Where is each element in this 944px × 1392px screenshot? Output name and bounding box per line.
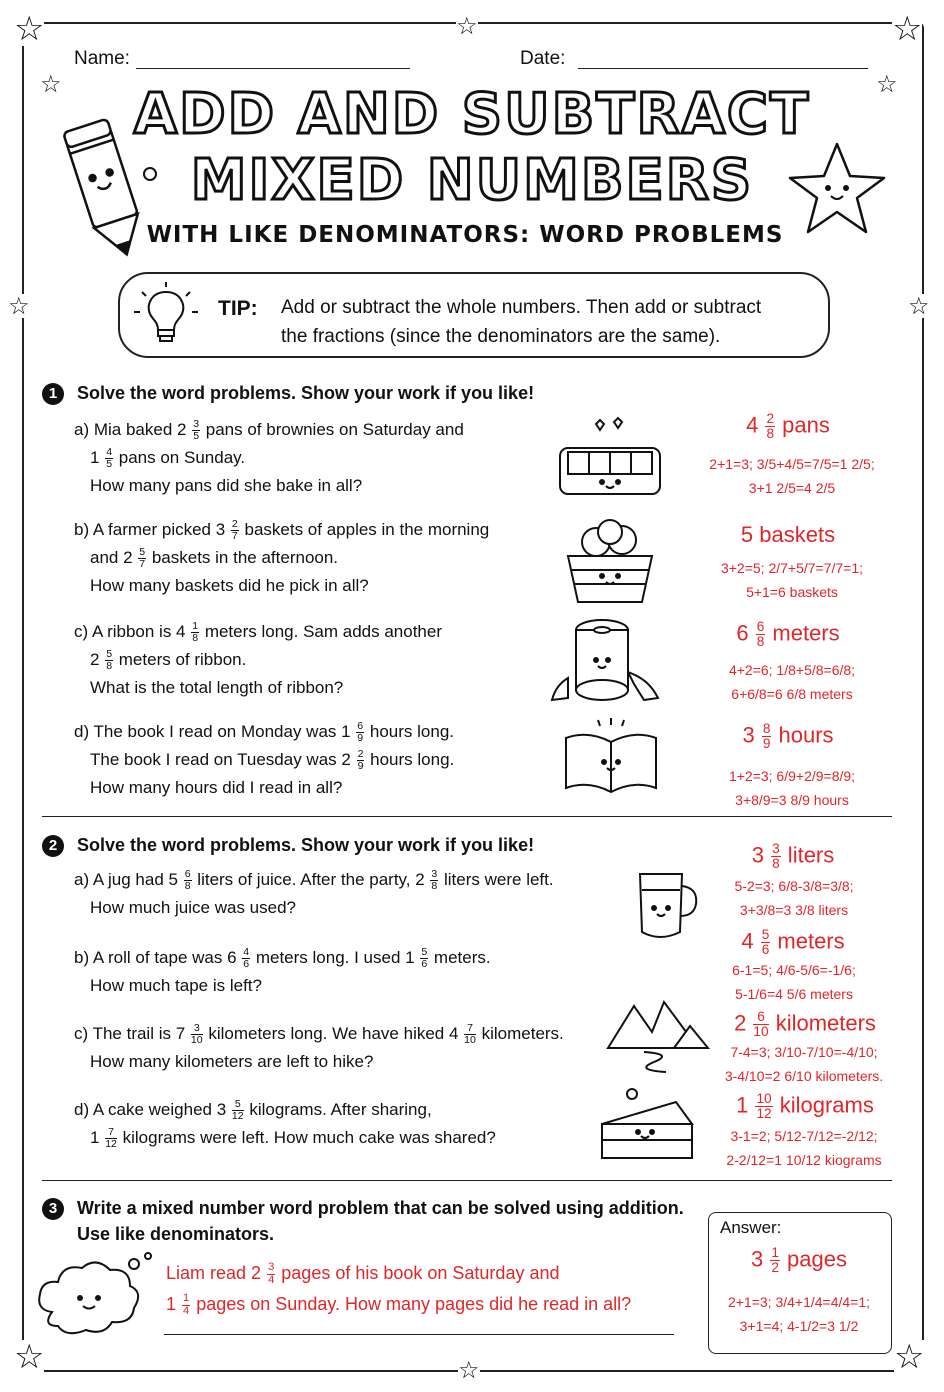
section-number-1: 1 bbox=[42, 383, 64, 405]
page-title-line1: ADD AND SUBTRACT bbox=[133, 82, 811, 147]
s1-c-answer: 6 $\frac{6}{8}$ meters bbox=[736, 619, 840, 650]
s2-c-answer: 2 $\frac{6}{10}$ kilometers bbox=[734, 1009, 876, 1040]
fraction: $\frac{1}{4}$ bbox=[183, 1292, 190, 1317]
s2-problem-a bbox=[74, 866, 554, 922]
section-divider bbox=[42, 1180, 892, 1181]
section-number-3: 3 bbox=[42, 1198, 64, 1220]
problem-line: How much tape is left? bbox=[90, 976, 262, 995]
fraction: $\frac{6}{8}$ bbox=[756, 619, 765, 650]
pencil-mascot-icon bbox=[52, 112, 162, 262]
work-line: 5+1=6 baskets bbox=[746, 584, 838, 600]
s1-problem-a bbox=[74, 416, 464, 500]
juice-jug-icon bbox=[630, 862, 702, 942]
problem-line: 1 $\frac{4}{5}$ pans on Sunday. bbox=[90, 445, 246, 471]
s1-c-work bbox=[692, 658, 892, 706]
fraction: $\frac{3}{10}$ bbox=[190, 1021, 203, 1047]
work-line: 3+1=4; 4-1/2=3 1/2 bbox=[739, 1318, 859, 1334]
work-line: 3-1=2; 5/12-7/12=-2/12; bbox=[730, 1128, 878, 1144]
fraction: $\frac{10}{12}$ bbox=[756, 1091, 772, 1122]
name-label: Name: bbox=[74, 48, 130, 69]
fraction: $\frac{3}{8}$ bbox=[431, 867, 438, 893]
work-line: 5-1/6=4 5/6 meters bbox=[735, 986, 853, 1002]
s2-a-answer: 3 $\frac{3}{8}$ liters bbox=[751, 841, 835, 872]
star-icon: ☆ bbox=[14, 1337, 45, 1377]
section-divider bbox=[42, 816, 892, 817]
star-icon: ☆ bbox=[40, 70, 62, 98]
section-3-heading-1: Write a mixed number word problem that can be solved using addition. bbox=[77, 1198, 684, 1218]
star-icon: ☆ bbox=[14, 9, 45, 49]
fraction: $\frac{6}{9}$ bbox=[357, 719, 364, 745]
fraction: $\frac{7}{10}$ bbox=[464, 1021, 476, 1047]
s2-b-work bbox=[704, 958, 884, 1006]
work-line: 5-2=3; 6/8-3/8=3/8; bbox=[734, 878, 854, 894]
apple-basket-icon bbox=[560, 514, 660, 610]
tip-line-2: the fractions (since the denominators are the same). bbox=[281, 326, 721, 347]
brownie-pan-icon bbox=[556, 414, 664, 500]
s1-d-answer: 3 $\frac{8}{9}$ hours bbox=[742, 721, 834, 752]
s2-a-work bbox=[704, 874, 884, 922]
problem-line: How many pans did she bake in all? bbox=[90, 476, 363, 495]
problem-line: 2 $\frac{5}{8}$ meters of ribbon. bbox=[90, 647, 247, 673]
fraction: $\frac{4}{6}$ bbox=[243, 945, 250, 971]
writing-line[interactable] bbox=[164, 1334, 674, 1335]
s2-c-work bbox=[714, 1040, 894, 1088]
problem-line: and 2 $\frac{5}{7}$ baskets in the afternoon. bbox=[90, 545, 339, 571]
fraction: $\frac{2}{8}$ bbox=[766, 411, 775, 442]
section-number-2: 2 bbox=[42, 835, 64, 857]
work-line: 3-4/10=2 6/10 kilometers. bbox=[724, 1068, 884, 1084]
problem-line: The book I read on Tuesday was 2 $\frac{2}{9}$ hours long. bbox=[90, 747, 455, 773]
tip-line-1: Add or subtract the whole numbers. Then add or subtract bbox=[281, 297, 762, 318]
work-line: 2+1=3; 3/5+4/5=7/5=1 2/5; bbox=[709, 456, 875, 472]
fraction: $\frac{2}{7}$ bbox=[231, 517, 238, 543]
problem-line: How much juice was used? bbox=[90, 898, 296, 917]
tip-text bbox=[281, 293, 761, 351]
problem-line: d) The book I read on Monday was 1 $\frac{6}{9}$ hours long. bbox=[74, 719, 454, 745]
open-book-icon bbox=[560, 716, 662, 796]
work-line: 7-4=3; 3/10-7/10=-4/10; bbox=[730, 1044, 878, 1060]
work-line: 2+1=3; 3/4+1/4=4/4=1; bbox=[727, 1294, 871, 1310]
tip-label: TIP: bbox=[218, 297, 258, 320]
lightbulb-icon bbox=[134, 282, 198, 348]
s1-problem-d bbox=[74, 718, 454, 802]
star-icon: ☆ bbox=[892, 9, 923, 49]
fraction: $\frac{5}{12}$ bbox=[231, 1097, 244, 1123]
problem-line: 1 $\frac{7}{12}$ kilograms were left. How much cake was shared? bbox=[90, 1125, 496, 1151]
problem-line: a) Mia baked 2 $\frac{3}{5}$ pans of brownies on Saturday and bbox=[74, 417, 464, 443]
example-line-2: 1 $\frac{1}{4}$ pages on Sunday. How many pages did he read in all? bbox=[166, 1292, 632, 1317]
problem-line: b) A farmer picked 3 $\frac{2}{7}$ baskets of apples in the morning bbox=[74, 517, 490, 543]
fraction: $\frac{4}{5}$ bbox=[106, 445, 113, 471]
problem-line: How many kilometers are left to hike? bbox=[90, 1052, 374, 1071]
section-2-heading: Solve the word problems. Show your work if you like! bbox=[77, 835, 535, 855]
s1-problem-c bbox=[74, 618, 442, 702]
fraction: $\frac{3}{5}$ bbox=[193, 417, 200, 443]
cake-slice-icon bbox=[598, 1084, 698, 1164]
fraction: $\frac{8}{9}$ bbox=[762, 721, 771, 752]
s2-d-answer: 1 $\frac{10}{12}$ kilograms bbox=[736, 1091, 874, 1122]
s1-b-answer: 5 baskets bbox=[740, 522, 836, 547]
problem-line: c) A ribbon is 4 $\frac{1}{8}$ meters long. Sam adds another bbox=[74, 619, 443, 645]
s1-d-work bbox=[692, 764, 892, 812]
work-line: 1+2=3; 6/9+2/9=8/9; bbox=[728, 768, 856, 784]
problem-line: c) The trail is 7 $\frac{3}{10}$ kilometers long. We have hiked 4 $\frac{7}{10}$ kilometers. bbox=[74, 1021, 564, 1047]
s1-problem-b bbox=[74, 516, 489, 600]
fraction: $\frac{6}{8}$ bbox=[184, 867, 191, 893]
s2-problem-b bbox=[74, 944, 491, 1000]
page-subtitle: WITH LIKE DENOMINATORS: WORD PROBLEMS bbox=[146, 222, 784, 248]
name-field[interactable] bbox=[136, 68, 410, 69]
star-icon: ☆ bbox=[908, 292, 930, 320]
fraction: $\frac{5}{6}$ bbox=[421, 945, 428, 971]
s1-a-work bbox=[692, 452, 892, 500]
star-icon: ☆ bbox=[456, 12, 478, 40]
problem-line: b) A roll of tape was 6 $\frac{4}{6}$ meters long. I used 1 $\frac{5}{6}$ meters. bbox=[74, 945, 491, 971]
star-mascot-icon bbox=[782, 138, 892, 238]
problem-line: How many baskets did he pick in all? bbox=[90, 576, 369, 595]
star-icon: ☆ bbox=[458, 1356, 480, 1384]
problem-line: d) A cake weighed 3 $\frac{5}{12}$ kilograms. After sharing, bbox=[74, 1097, 432, 1123]
section-1-heading: Solve the word problems. Show your work if you like! bbox=[77, 383, 535, 403]
fraction: $\frac{5}{6}$ bbox=[761, 927, 770, 958]
work-line: 3+3/8=3 3/8 liters bbox=[739, 902, 849, 918]
fraction: $\frac{3}{4}$ bbox=[268, 1261, 275, 1286]
fraction: $\frac{6}{10}$ bbox=[753, 1009, 769, 1040]
ribbon-spool-icon bbox=[548, 616, 664, 706]
s1-b-work bbox=[692, 556, 892, 604]
s2-problem-d bbox=[74, 1096, 496, 1152]
star-icon: ☆ bbox=[894, 1337, 925, 1377]
s2-b-answer: 4 $\frac{5}{6}$ meters bbox=[741, 927, 845, 958]
work-line: 6+6/8=6 6/8 meters bbox=[731, 686, 853, 702]
problem-line: How many hours did I read in all? bbox=[90, 778, 343, 797]
fraction: $\frac{5}{7}$ bbox=[139, 545, 146, 571]
mountain-trail-icon bbox=[604, 992, 714, 1076]
problem-line: What is the total length of ribbon? bbox=[90, 678, 344, 697]
fraction: $\frac{5}{8}$ bbox=[106, 647, 113, 673]
s2-d-work bbox=[714, 1124, 894, 1172]
page-title-line2: MIXED NUMBERS bbox=[190, 148, 754, 213]
s2-problem-c bbox=[74, 1020, 564, 1076]
fraction: $\frac{2}{9}$ bbox=[357, 747, 364, 773]
fraction: $\frac{7}{12}$ bbox=[105, 1125, 117, 1151]
s3-work bbox=[708, 1290, 890, 1338]
fraction: $\frac{1}{8}$ bbox=[192, 619, 199, 645]
work-line: 3+8/9=3 8/9 hours bbox=[735, 792, 849, 808]
section-3-heading-2: Use like denominators. bbox=[77, 1224, 275, 1244]
star-icon: ☆ bbox=[876, 70, 898, 98]
work-line: 3+1 2/5=4 2/5 bbox=[748, 480, 836, 496]
s3-answer: 3 $\frac{1}{2}$ pages bbox=[751, 1245, 847, 1276]
work-line: 2-2/12=1 10/12 kiograms bbox=[726, 1152, 882, 1168]
example-line-1: Liam read 2 $\frac{3}{4}$ pages of his book on Saturday and bbox=[166, 1261, 560, 1286]
star-icon: ☆ bbox=[8, 292, 30, 320]
s1-a-answer: 4 $\frac{2}{8}$ pans bbox=[746, 411, 830, 442]
work-line: 6-1=5; 4/6-5/6=-1/6; bbox=[732, 962, 856, 978]
fraction: $\frac{3}{8}$ bbox=[772, 841, 780, 872]
thought-cloud-icon bbox=[30, 1252, 156, 1348]
example-problem bbox=[166, 1258, 631, 1320]
work-line: 3+2=5; 2/7+5/7=7/7=1; bbox=[720, 560, 864, 576]
problem-line: a) A jug had 5 $\frac{6}{8}$ liters of juice. After the party, 2 $\frac{3}{8}$ liters were left. bbox=[74, 867, 554, 893]
date-field[interactable] bbox=[578, 68, 868, 69]
date-label: Date: bbox=[520, 48, 566, 69]
fraction: $\frac{1}{2}$ bbox=[771, 1245, 779, 1276]
work-line: 4+2=6; 1/8+5/8=6/8; bbox=[728, 662, 856, 678]
answer-label: Answer: bbox=[720, 1218, 782, 1237]
